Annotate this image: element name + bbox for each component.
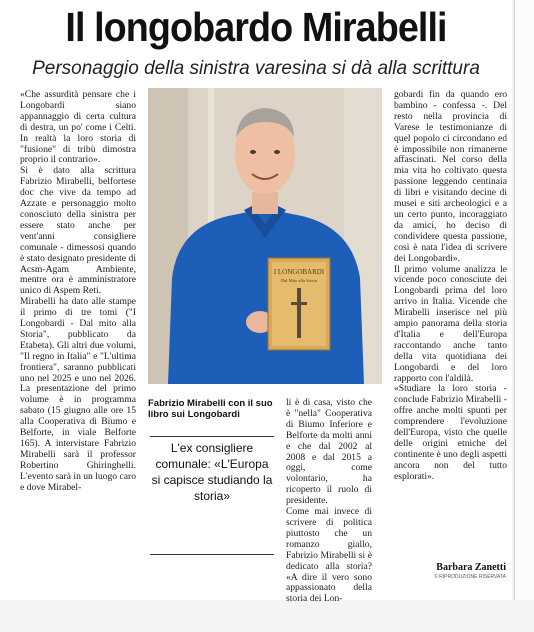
book-title: I LONGOBARDI	[273, 268, 325, 276]
paragraph: gobardi fin da quando ero bambino - confessa -. Del resto nella provincia di Varese le testimonianze di quel popolo ci circondano ed è impossibile non rimanerne affascinati. Nel corso della mia vita ho coltivato questa passione leggendo centinaia di libri e visitando decine di musei e siti archeologici e a un certo punto, incoraggiato da amici, ho deciso di condividere questa passione, così è nata l'idea di scrivere dei Longobardi».	[394, 89, 507, 264]
photo-illustration	[148, 88, 382, 384]
paragraph: Come mai invece di scrivere di politica piuttosto che un romanzo giallo, Fabrizio Mirabelli si è dedicato alla storia? «A dire il vero sono appassionato della storia dei Lon-	[286, 506, 372, 605]
subheadline: Personaggio della sinistra varesina si dà alla scrittura	[32, 58, 480, 79]
article-column-4	[394, 90, 507, 483]
adjacent-page-edge	[514, 0, 534, 600]
pull-quote: L'ex consigliere comunale: «L'Europa si capisce studiando la storia»	[151, 441, 273, 503]
headline: Il longobardo Mirabelli	[65, 4, 447, 50]
quote-divider	[150, 436, 274, 437]
paragraph: Mirabelli ha dato alle stampe il primo di tre tomi ("I Longobardi - Dal mito alla Storia", pubblicato da Etabeta). Gli altri due volumi, "Il regno in Italia" e "L'ultima frontiera", saranno pubblicati uno nel 2025 e uno nel 2026. La presentazione del primo volume è in programma sabato (15 giugno alle ore 15 alla Cooperativa di Biumo e Belforte, in viale Belforte 165). A intervistare Fabrizio Mirabelli sarà il professor Robertino Ghiringhelli. L'evento sarà in un luogo caro e dove Mirabel-	[20, 296, 137, 493]
author-photo	[148, 88, 382, 384]
paragraph: «Che assurdità pensare che i Longobardi siano appannaggio di certa cultura di destra, un po' come i Celti. In realtà la loro storia di "fusione" di tribù dimostra proprio il contrario».	[20, 89, 136, 166]
paragraph: li è di casa, visto che è "nella" Cooperativa di Biumo Inferiore e Belforte da molti anni e che dal 2002 al 2008 e dal 2015 a oggi, come volontario, ha ricoperto il ruolo di presidente.	[286, 397, 372, 507]
photo-caption: Fabrizio Mirabelli con il suo libro sui Longobardi	[148, 398, 273, 420]
article-column-1	[20, 90, 136, 494]
book-subtitle: Dal Mito alla Storia	[281, 278, 317, 283]
paragraph: «Studiare la loro storia - conclude Fabrizio Mirabelli - offre anche molti spunti per comprendere l'evoluzione dell'Europa, visto che quelle delle origini etniche del continente è uno degli aspetti ancora non del tutto esplorati».	[394, 383, 507, 482]
paragraph: Il primo volume analizza le vicende poco conosciute dei Longobardi prima del loro arrivo in Italia. Vicende che Mirabelli inserisce nel più ampio panorama della storia d'Italia e dell'Europa raccontando anche tanto della vita quotidiana dei Longobardi e del loro rapporto con l'aldilà.	[394, 263, 507, 384]
paragraph: Si è dato alla scrittura Fabrizio Mirabelli, belfortese doc che vive da tempo ad Azzate e personaggio molto conosciuto della sinistra per essere stato anche per vent'anni consigliere comunale - dimessosi quando è stato designato presidente di Acsm-Agam Ambiente, mentre ora è amministratore unico di Aspem Reti.	[20, 165, 136, 297]
byline: Barbara Zanetti	[436, 562, 506, 573]
quote-divider	[150, 554, 274, 555]
copyright-notice: © RIPRODUZIONE RISERVATA	[434, 574, 506, 580]
article-column-3	[286, 398, 372, 605]
